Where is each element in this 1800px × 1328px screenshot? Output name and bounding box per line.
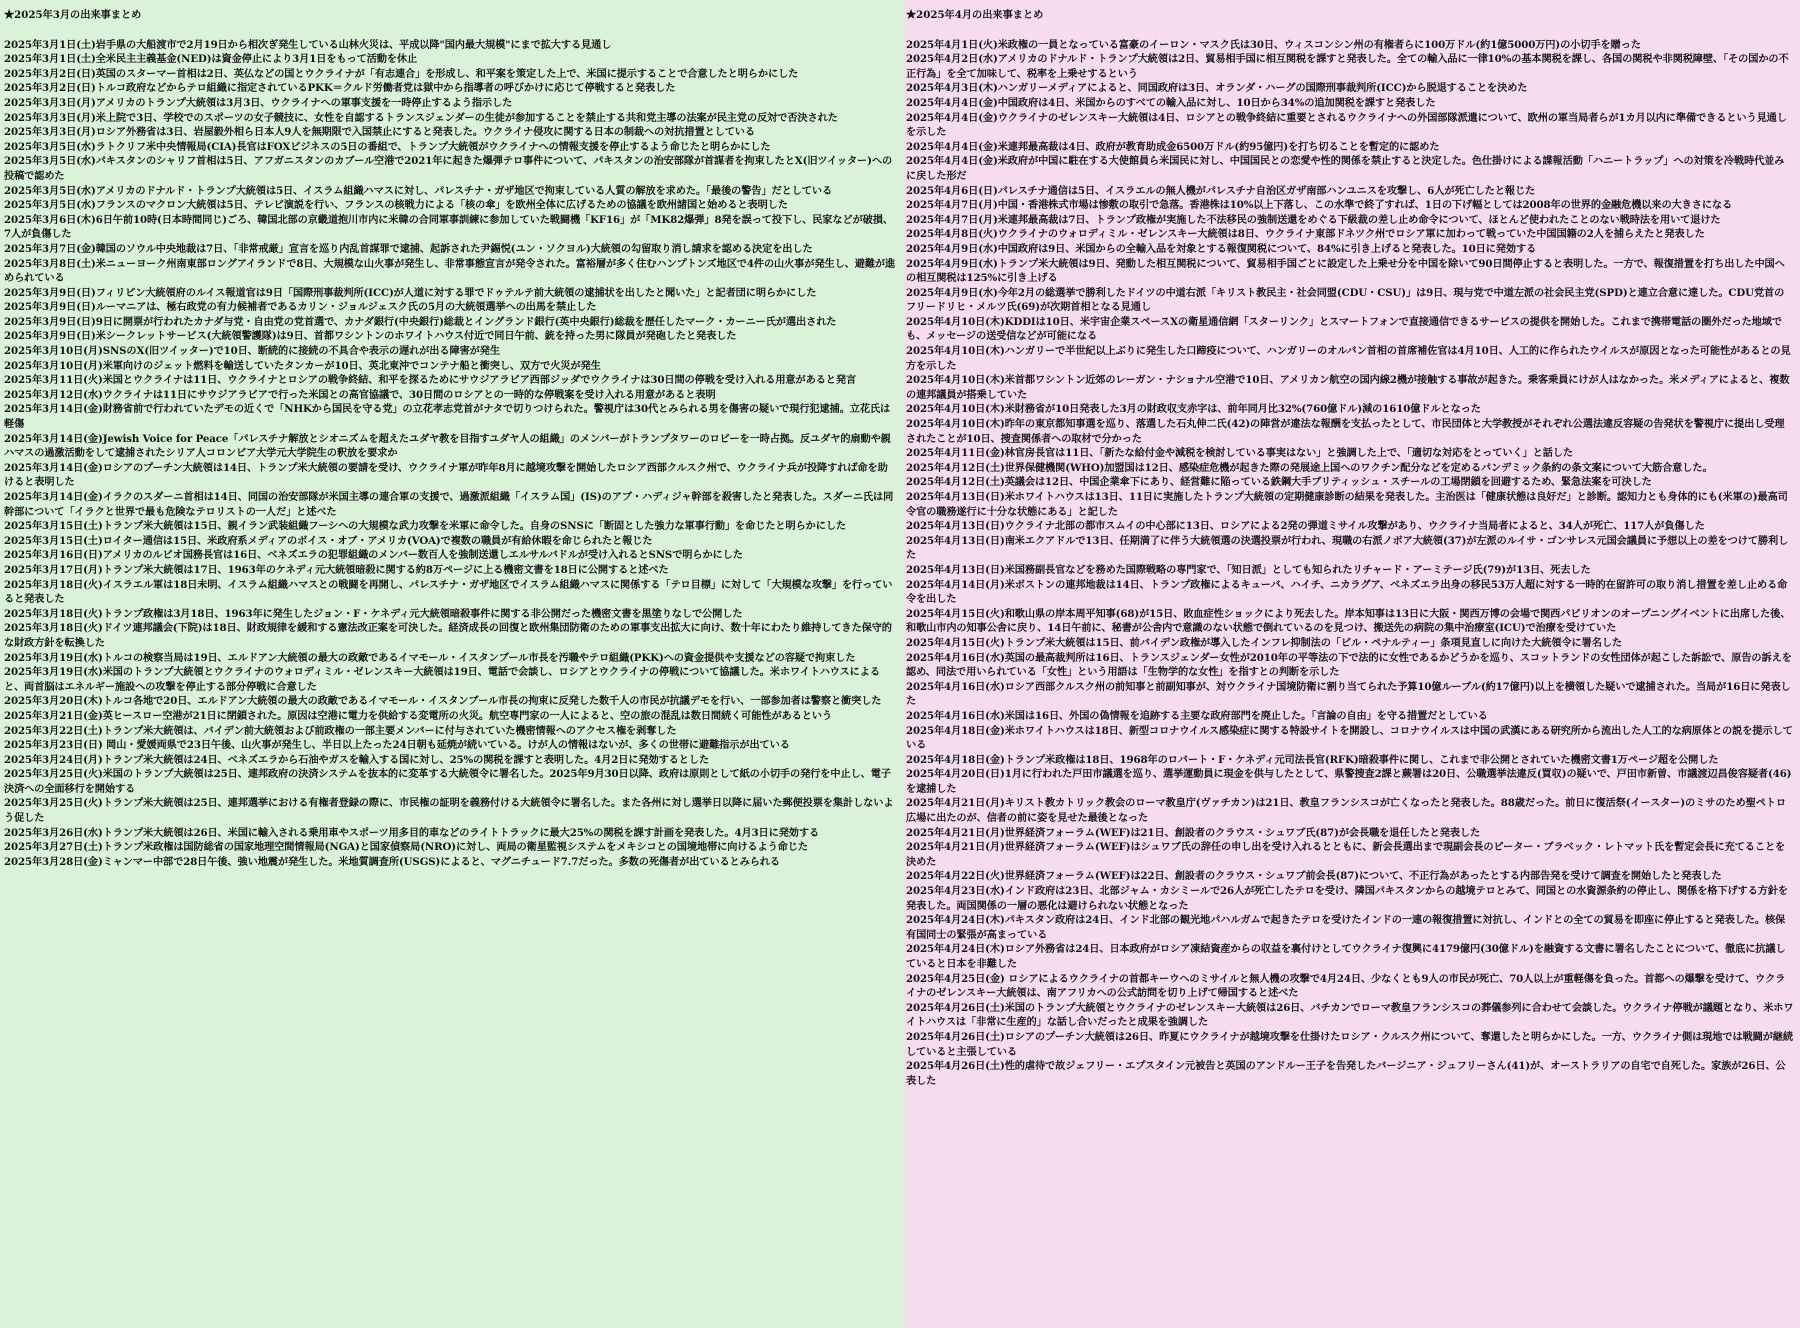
april-entry: 2025年4月23日(水)インド政府は23日、北部ジャム・カシミールで26人が死亡したテロを受け、隣国パキスタンからの越境テロとみて、同国との水資源条約の停止し、関係を格下げする方針を発表した。両国関係の一層の悪化は避けられない状態となった — [906, 885, 1788, 912]
march-entry: 2025年3月14日(金)Jewish Voice for Peace「パレスチナ解放とシオニズムを超えたユダヤ教を目指すユダヤ人の組織」のメンバーがトランプタワーのロビーを一時占拠。反ユダヤ的扇動や親ハマスの過激活動をして逮捕されたシリア人コロンビア大学元大学院生の釈放を要求か — [4, 432, 891, 460]
march-entry: 2025年3月7日(金)韓国のソウル中央地裁は7日、「非常戒厳」宣言を巡り内乱首謀罪で逮捕、起訴された尹錫悦(ユン・ソクヨル)大統領の勾留取り消し請求を認める決定を出した — [4, 242, 813, 255]
march-entry: 2025年3月10日(月)SNSのX(旧ツイッター)で10日、断続的に接続の不具合や表示の遅れが出る障害が発生 — [4, 345, 500, 358]
april-entry: 2025年4月7日(月)米連邦最高裁は7日、トランプ政権が実施した不法移民の強制送還をめぐる下級裁の差し止め命令について、ほとんど使われたことのない戦時法を用いて退けた — [906, 213, 1721, 226]
april-entry: 2025年4月8日(火)ウクライナのウォロディミル・ゼレンスキー大統領は8日、ウクライナ東部ドネツク州でロシア軍に加わって戦っていた中国国籍の2人を捕らえたと発表した — [906, 228, 1705, 241]
april-entry: 2025年4月25日(金) ロシアによるウクライナの首都キーウへのミサイルと無人機の攻撃で4月24日、少なくとも9人の市民が死亡、70人以上が重軽傷を負った。首都への爆撃を受けて、ウクライナのゼレンスキー大統領は、南アフリカへの公式訪問を切り上げて帰国すると述べた — [906, 972, 1786, 1000]
april-entry: 2025年4月21日(月)世界経済フォーラム(WEF)は21日、創設者のクラウス・シュワブ氏(87)が会長職を退任したと発表した — [906, 826, 1481, 839]
april-entry: 2025年4月20日(日)1月に行われた戸田市議選を巡り、選挙運動員に現金を供与したとして、県警捜査2課と蕨署は20日、公職選挙法違反(買収)の疑いで、戸田市新曽、市議渡辺昌俊容疑者(46)を逮捕した — [906, 768, 1792, 795]
march-entry: 2025年3月5日(水)ラトクリフ米中央情報局(CIA)長官はFOXビジネスの5日の番組で、トランプ大統領がウクライナへの情報支援を停止するよう命じたと明らかにした — [4, 140, 771, 153]
march-entry: 2025年3月18日(火)ドイツ連邦議会(下院)は18日、財政規律を緩和する憲法改正案を可決した。経済成長の回復と欧州集団防衛のための軍事支出拡大に向け、数十年にわたり維持してきた保守的な財政方針を転換した — [4, 622, 892, 649]
april-entry: 2025年4月26日(土)米国のトランプ大統領とウクライナのゼレンスキー大統領は26日、バチカンでローマ教皇フランシスコの葬儀参列に合わせて会談した。ウクライナ停戦が議題となり、米ホワイトハウスは「非常に生産的」な話し合いだったと成果を強調した — [906, 1001, 1794, 1029]
march-entry: 2025年3月9日(日)ルーマニアは、極右政党の有力候補者であるカリン・ジョルジェスク氏の5月の大統領選挙への出馬を禁止した — [4, 301, 597, 314]
march-entry: 2025年3月14日(金)イラクのスダーニ首相は14日、同国の治安部隊が米国主導の連合軍の支援で、過激派組織「イスラム国」(IS)のアブ・ハディジャ幹部を殺害したと発表した。スダーニ氏は同幹部について「イラクと世界で最も危険なテロリストの一人だ」と述べた — [4, 491, 894, 518]
april-entry: 2025年4月16日(水)ロシア西部クルスク州の前知事と前副知事が、対ウクライナ国境防衛に割り当てられた予算10億ルーブル(約17億円)以上を横領した疑いで逮捕された。当局が16日に発表した — [906, 680, 1791, 708]
april-entry: 2025年4月18日(金)トランプ米政権は18日、1968年のロバート・F・ケネディ元司法長官(RFK)暗殺事件に関し、これまで非公開とされていた機密文書1万ページ超を公開した — [906, 753, 1719, 766]
april-entry: 2025年4月1日(火)米政権の一員となっている富豪のイーロン・マスク氏は30日、ウィスコンシン州の有権者らに100万ドル(約1億5000万円)の小切手を贈った — [906, 38, 1641, 51]
april-entry: 2025年4月24日(木)パキスタン政府は24日、インド北部の観光地パハルガムで起きたテロを受けたインドの一連の報復措置に対抗し、インドとの全ての貿易を即座に停止すると発表した。核保有国同士の緊張が高まっている — [906, 914, 1786, 941]
april-entry: 2025年4月4日(金)ウクライナのゼレンスキー大統領は4日、ロシアとの戦争終結に重要とされるウクライナへの外国部隊派遣について、欧州の軍当局者らが1カ月以内に準備できるという見通しを示した — [906, 111, 1787, 139]
march-entry: 2025年3月19日(水)米国のトランプ大統領とウクライナのウォロディミル・ゼレンスキー大統領は19日、電話で会談し、ロシアとウクライナの停戦について協議した。米ホワイトハウスによると、両首脳はエネルギー施設への攻撃を停止する部分停戦に合意した — [4, 666, 880, 693]
march-entries — [4, 38, 897, 870]
april-entry: 2025年4月9日(水)トランプ米大統領は9日、発動した相互関税について、貿易相手国ごとに設定した上乗せ分を中国を除いて90日間停止すると表明した。一方で、報復措置を打ち出した中国への相互関税は125%に引き上げる — [906, 257, 1785, 285]
march-entry: 2025年3月2日(日)トルコ政府などからテロ組織に指定されているPKK＝クルド労働者党は獄中から指導者の呼びかけに応じて停戦すると発表した — [4, 82, 676, 95]
march-entry: 2025年3月25日(火)米国のトランプ大統領は25日、連邦政府の決済システムを抜本的に変革する大統領令に署名した。2025年9月30日以降、政府は原則として紙の小切手の発行を中止し、電子決済への全面移行を開始する — [4, 768, 891, 795]
march-entry: 2025年3月24日(月)トランプ米大統領は24日、ベネズエラから石油やガスを輸入する国に対し、25%の関税を課すと表明した。4月2日に発効するとした — [4, 753, 710, 766]
march-entry: 2025年3月11日(火)米国とウクライナは11日、ウクライナとロシアの戦争終結、和平を探るためにサウジアラビア西部ジッダでウクライナは30日間の停戦を受け入れる用意があると発言 — [4, 374, 857, 387]
april-entry: 2025年4月10日(木)米財務省が10日発表した3月の財政収支赤字は、前年同月比32%(760億ドル)減の1610億ドルとなった — [906, 403, 1481, 416]
march-entry: 2025年3月12日(水)ウクライナは11日にサウジアラビアで行った米国との高官協議で、30日間のロシアとの一時的な停戦案を受け入れる用意があると表明 — [4, 388, 716, 401]
april-entry: 2025年4月11日(金)林官房長官は11日、「新たな給付金や減税を検討している事実はない」と強調した上で、「適切な対応をとっていく」と話した — [906, 447, 1573, 460]
march-entry: 2025年3月17日(月)トランプ米大統領は17日、1963年のケネディ元大統領暗殺に関する約8万ページに上る機密文書を18日に公開すると述べた — [4, 563, 669, 576]
april-entry: 2025年4月13日(日)米国務副長官などを務めた国際戦略の専門家で、「知日派」としても知られたリチャード・アーミテージ氏(79)が13日、死去した — [906, 563, 1591, 576]
april-entry: 2025年4月26日(土)性的虐待で故ジェフリー・エプスタイン元被告と英国のアンドルー王子を告発したバージニア・ジュフリーさん(41)が、オーストラリアの自宅で自死した。家族が26日、公表した — [906, 1060, 1786, 1087]
april-entry: 2025年4月9日(水)今年2月の総選挙で勝利したドイツの中道右派「キリスト教民主・社会同盟(CDU・CSU)」は9日、現与党で中道左派の社会民主党(SPD)と連立合意に達した。CDU党首のフリードリヒ・メルツ氏(69)が次期首相となる見通し — [906, 286, 1785, 314]
march-entry: 2025年3月20日(木)トルコ各地で20日、エルドアン大統領の最大の政敵であるイマモール・イスタンブール市長の拘束に反発した数千人の市民が抗議デモを行い、一部参加者は警察と衝突した — [4, 695, 882, 708]
april-entry: 2025年4月4日(金)米連邦最高裁は4日、政府が教育助成金6500万ドル(約95億円)を打ち切ることを暫定的に認めた — [906, 140, 1440, 153]
april-entry: 2025年4月7日(月)中国・香港株式市場は惨敷の取引で急落。香港株は10%以上下落し、この水準で終了すれば、1日の下げ幅としては2008年の世界的金融危機以来の大きさになる — [906, 199, 1733, 212]
march-entry: 2025年3月14日(金)財務省前で行われていたデモの近くで「NHKから国民を守る党」の立花孝志党首がナタで切りつけられた。警視庁は30代とみられる男を傷害の疑いで現行犯逮捕。立花氏は軽傷 — [4, 403, 891, 431]
march-entry: 2025年3月3日(月)ロシア外務省は3日、岩屋毅外相ら日本人9人を無期限で入国禁止にすると発表した。ウクライナ侵攻に関する日本の制裁への対抗措置としている — [4, 126, 755, 139]
march-entry: 2025年3月28日(金)ミャンマー中部で28日午後、強い地震が発生した。米地質調査所(USGS)によると、マグニチュード7.7だった。多数の死傷者が出ているとみられる — [4, 855, 780, 868]
april-entry: 2025年4月26日(土)ロシアのプーチン大統領は26日、昨夏にウクライナが越境攻撃を仕掛けたロシア・クルスク州について、奪還したと明らかにした。一方、ウクライナ側は現地では戦闘が継続していると主張している — [906, 1030, 1793, 1058]
march-entry: 2025年3月5日(水)アメリカのドナルド・トランプ大統領は5日、イスラム組織ハマスに対し、パレスチナ・ガザ地区で拘束している人質の解放を求めた。「最後の警告」だとしている — [4, 184, 833, 197]
march-entry: 2025年3月16日(日)アメリカのルビオ国務長官は16日、ベネズエラの犯罪組織のメンバー数百人を強制送還しエルサルバドルが受け入れるとSNSで明らかにした — [4, 549, 743, 562]
march-entry: 2025年3月9日(日)フィリピン大統領府のルイス報道官は9日「国際刑事裁判所(ICC)が人道に対する罪でドゥテルテ前大統領の逮捕状を出したと聞いた」と記者団に明らかにした — [4, 286, 817, 299]
march-entry: 2025年3月15日(土)トランプ米大統領は15日、親イラン武装組織フーシへの大規模な武力攻撃を米軍に命令した。自身のSNSに「断固とした強力な軍事行動」を命じたと明らかにした — [4, 520, 847, 533]
march-entry: 2025年3月26日(水)トランプ米大統領は26日、米国に輸入される乗用車やスポーツ用多目的車などのライトトラックに最大25%の関税を課す計画を発表した。4月3日に発効する — [4, 826, 820, 839]
april-title: ★2025年4月の出来事まとめ — [906, 9, 1044, 21]
march-entry: 2025年3月25日(火)トランプ米大統領は25日、連邦選挙における有権者登録の際に、市民権の証明を義務付ける大統領令に署名した。また各州に対し選挙日以降に届いた郵便投票を集計しないよう促した — [4, 797, 894, 825]
april-entry: 2025年4月10日(木)ハンガリーで半世紀以上ぶりに発生した口蹄疫について、ハンガリーのオルバン首相の首席補佐官は4月10日、人工的に作られたウイルスが原因となった可能性があるとの見方を示した — [906, 345, 1791, 372]
april-entry: 2025年4月24日(木)ロシア外務省は24日、日本政府がロシア凍結資産からの収益を裏付けとしてウクライナ復興に4179億円(30億ドル)を融資する文書に署名したことについて、徹底に抗議していると日本を非難した — [906, 943, 1786, 970]
april-entry: 2025年4月10日(木)KDDIは10日、米宇宙企業スペースXの衛星通信網「スターリンク」とスマートフォンで直接通信できるサービスの提供を開始した。これまで携帯電話の圏外だった地域でも、メッセージの送受信などが可能になる — [906, 315, 1782, 343]
april-entry: 2025年4月22日(火)世界経済フォーラム(WEF)は22日、創設者のクラウス・シュワブ前会長(87)について、不正行為があったとする内部告発を受けて調査を開始したと発表した — [906, 870, 1722, 883]
april-entry: 2025年4月15日(火)和歌山県の岸本周平知事(68)が15日、敗血症性ショックにより死去した。岸本知事は13日に大阪・関西万博の会場で関西パビリオンのオープニングイベントに出席した後、和歌山市内の知事公舎に戻り、14日午前に、秘書が公舎内で意識のない状態で倒れているのを見つけ、搬送先の病院の集中治療室(ICU)で治療を受けていた — [906, 607, 1791, 635]
april-entry: 2025年4月13日(日)米ホワイトハウスは13日、11日に実施したトランプ大統領の定期健康診断の結果を発表した。主治医は「健康状態は良好だ」と診断。認知力とも身体的にも(米軍の)最高司令官の職務遂行に十分な状態にある」と記した — [906, 491, 1788, 518]
march-entry: 2025年3月5日(水)フランスのマクロン大統領は5日、テレビ演説を行い、フランスの核戦力による「核の傘」を欧州全体に広げるための協議を欧州諸国と始めると表明した — [4, 199, 788, 212]
march-entry: 2025年3月1日(土)岩手県の大船渡市で2月19日から相次ぎ発生している山林火災は、平成以降"国内最大規模"にまで拡大する見通し — [4, 38, 612, 51]
april-entry: 2025年4月16日(水)英国の最高裁判所は16日、トランスジェンダー女性が2010年の平等法の下で法的に女性であるかどうかを巡り、スコットランドの女性団体が起こした訴訟で、原告の訴えを認め、同法で用いられている「女性」という用語は「生物学的な女性」を指すとの判断を示した — [906, 651, 1792, 679]
march-entry: 2025年3月3日(月)アメリカのトランプ大統領は3月3日、ウクライナへの軍事支援を一時停止するよう指示した — [4, 96, 513, 109]
april-entry: 2025年4月4日(金)中国政府は4日、米国からのすべての輸入品に対し、10日から34%の追加関税を課すと発表した — [906, 96, 1436, 109]
march-entry: 2025年3月18日(火)トランプ政権は3月18日、1963年に発生したジョン・F・ケネディ元大統領暗殺事件に関する非公開だった機密文書を黒塗りなしで公開した — [4, 607, 743, 620]
march-entry: 2025年3月23日(日) 岡山・愛媛両県で23日午後、山火事が発生し、半日以上たった24日朝も延焼が続いている。けが人の情報はないが、多くの世帯に避難指示が出ている — [4, 739, 790, 752]
march-entry: 2025年3月19日(水)トルコの検察当局は19日、エルドアン大統領の最大の政敵であるイマモール・イスタンブール市長を汚職やテロ組織(PKK)への資金提供や支援などの容疑で拘束した — [4, 651, 856, 664]
april-entry: 2025年4月13日(日)ウクライナ北部の都市スムイの中心部に13日、ロシアによる2発の弾道ミサイル攻撃があり、ウクライナ当局者によると、34人が死亡、117人が負傷した — [906, 520, 1705, 533]
april-entry: 2025年4月16日(水)米国は16日、外国の偽情報を追跡する主要な政府部門を廃止した。「言論の自由」を守る措置だとしている — [906, 709, 1488, 722]
march-title: ★2025年3月の出来事まとめ — [4, 9, 142, 21]
april-entry: 2025年4月21日(月)キリスト教カトリック教会のローマ教皇庁(ヴァチカン)は21日、教皇フランシスコが亡くなったと発表した。88歳だった。前日に復活祭(イースター)のミサのため聖ペトロ広場に出たのが、信者の前に姿を見せた最後となった — [906, 797, 1786, 825]
march-entry: 2025年3月10日(月)米軍向けのジェット燃料を輸送していたタンカーが10日、英北東沖でコンテナ船と衝突し、双方で火災が発生 — [4, 359, 601, 372]
march-entry: 2025年3月1日(土)全米民主主義基金(NED)は資金停止により3月1日をもって活動を休止 — [4, 53, 418, 66]
march-entry: 2025年3月9日(日)米シークレットサービス(大統領警護隊)は9日、首都ワシントンのホワイトハウス付近で同日午前、銃を持った男に隊員が発砲したと発表した — [4, 330, 737, 343]
april-entry: 2025年4月10日(木)米首都ワシントン近郊のレーガン・ナショナル空港で10日、アメリカン航空の国内線2機が接触する事故が起きた。乗客乗員にけが人はなかった。米メディアによると、複数の連邦議員が搭乗していた — [906, 374, 1790, 401]
march-entry: 2025年3月2日(日)英国のスターマー首相は2日、英仏などの国とウクライナが「有志連合」を形成し、和平案を策定した上で、米国に提示することで合意したと明らかにした — [4, 67, 799, 80]
april-entries — [906, 38, 1794, 1089]
april-entry: 2025年4月21日(月)世界経済フォーラム(WEF)はシュワブ氏の辞任の申し出を受け入れるとともに、新会長選出まで現副会長のピーター・ブラベック・レトマット氏を暫定会長に充てることを決めた — [906, 841, 1786, 868]
april-entry: 2025年4月2日(水)アメリカのドナルド・トランプ大統領は2日、貿易相手国に相互関税を課すと発表した。全ての輸入品に一律10%の基本関税を課し、各国の関税や非関税障壁、「その国かの不正行為」を全て加味して、税率を上乗せするという — [906, 53, 1789, 80]
april-entry: 2025年4月4日(金)米政府が中国に駐在する大使館員ら米国民に対し、中国国民との恋愛や性的関係を禁止すると決定した。色仕掛けによる諜報活動「ハニートラップ」への対策を冷戦時代並みに戻した形だ — [906, 155, 1785, 182]
march-entry: 2025年3月14日(金)ロシアのプーチン大統領は14日、トランプ米大統領の要請を受け、ウクライナ軍が昨年8月に越境攻撃を開始したロシア西部クルスク州で、ウクライナ兵が投降すれば命を助けると表明した — [4, 461, 888, 489]
april-entry: 2025年4月6日(日)パレスチナ通信は5日、イスラエルの無人機がパレスチナ自治区ガザ南部ハンユニスを攻撃し、6人が死亡したと報じた — [906, 184, 1536, 197]
march-entry: 2025年3月27日(土)トランプ米政権は国防総省の国家地理空間情報局(NGA)と国家偵察局(NRO)に対し、両局の衛星監視システムをメキシコとの国境地帯に向けるよう命じた — [4, 841, 808, 854]
april-entry: 2025年4月3日(木)ハンガリーメディアによると、同国政府は3日、オランダ・ハーグの国際刑事裁判所(ICC)から脱退することを決めた — [906, 82, 1528, 95]
march-entry: 2025年3月21日(金)英ヒースロー空港が21日に閉鎖された。原因は空港に電力を供給する変電所の火災。航空専門家の一人によると、空の旅の混乱は数日間続く可能性があるという — [4, 709, 832, 722]
april-entry: 2025年4月15日(火)トランプ米大統領は15日、前バイデン政権が導入したインフレ抑制法の「ビル・ペナルティー」条項見直しに向けた大統領令に署名した — [906, 636, 1622, 649]
april-entry: 2025年4月13日(日)南米エクアドルで13日、任期満了に伴う大統領選の決選投票が行われ、現職の右派ノボア大統領(37)が左派のルイサ・ゴンサレス元国会議員に予想以上の差をつけて勝利した — [906, 534, 1789, 562]
april-entry: 2025年4月9日(水)中国政府は9日、米国からの全輸入品を対象とする報復関税について、84%に引き上げると発表した。10日に発効する — [906, 242, 1537, 255]
march-entry: 2025年3月9日(日)9日に開票が行われたカナダ与党・自由党の党首選で、カナダ銀行(中央銀行)総裁とイングランド銀行(英中央銀行)総裁を歴任したマーク・カーニー氏が選出された — [4, 315, 837, 328]
march-entry: 2025年3月6日(木)6日午前10時(日本時間同じ)ごろ、韓国北部の京畿道抱川市内に米韓の合同軍事訓練に参加していた戦闘機「KF16」が「MK82爆弾」8発を誤って投下し、民家などが破損、7人が負傷した — [4, 213, 893, 241]
march-entry: 2025年3月3日(月)米上院で3日、学校でのスポーツの女子競技に、女性を自認するトランスジェンダーの生徒が参加することを禁止する共和党主導の法案が民主党の反対で否決された — [4, 111, 838, 124]
march-entry: 2025年3月15日(土)ロイター通信は15日、米政府系メディアのボイス・オブ・アメリカ(VOA)で複数の職員が有給休暇を命じられたと報じた — [4, 534, 653, 547]
march-entry: 2025年3月22日(土)トランプ米大統領は、バイデン前大統領および前政権の一部主要メンバーに付与されていた機密情報へのアクセス権を剥奪した — [4, 724, 677, 737]
march-entry: 2025年3月18日(火)イスラエル軍は18日未明、イスラム組織ハマスとの戦闘を再開し、パレスチナ・ガザ地区でイスラム組織ハマスに関係する「テロ目標」に対して「大規模な攻撃」を行っていると発表した — [4, 578, 893, 606]
april-entry: 2025年4月18日(金)米ホワイトハウスは18日、新型コロナウイルス感染症に関する特設サイトを開設し、コロナウイルスは中国の武漢にある研究所から流出した人工的な病原体との説を提示している — [906, 724, 1793, 752]
march-entry: 2025年3月8日(土)米ニューヨーク州南東部ロングアイランドで8日、大規模な山火事が発生し、非常事態宣言が発令された。富裕層が多く住むハンプトンズ地区で4件の山火事が発生し、避難が進められている — [4, 257, 896, 285]
march-entry: 2025年3月5日(水)パキスタンのシャリフ首相は5日、アフガニスタンのカブール空港で2021年に起きた爆弾テロ事件について、パキスタンの治安部隊が首謀者を拘束したとX(旧ツイッター)への投稿で認めた — [4, 155, 893, 182]
april-column — [903, 0, 1800, 1328]
april-entry: 2025年4月10日(木)昨年の東京都知事選を巡り、落選した石丸伸二氏(42)の陣営が違法な報酬を支払ったとして、市民団体と大学教授がそれぞれ公選法違反容疑の告発状を警視庁に提出し受理されたことが10日、捜査関係者への取材で分かった — [906, 418, 1785, 445]
april-entry: 2025年4月12日(土)世界保健機関(WHO)加盟国は12日、感染症危機が起きた際の発展途上国へのワクチン配分などを定めるパンデミック条約の条文案について大筋合意した。 — [906, 461, 1713, 474]
april-entry: 2025年4月14日(月)米ボストンの連邦地裁は14日、トランプ政権によるキューバ、ハイチ、ニカラグア、ベネズエラ出身の移民53万人超に対する一時的在留許可の取り消し措置を差し止める命令を出した — [906, 578, 1788, 606]
april-entry: 2025年4月12日(土)英議会は12日、中国企業傘下にあり、経営難に陥っている鉄鋼大手ブリティッシュ・スチールの工場閉鎖を回避するため、緊急法案を可決した — [906, 476, 1652, 489]
